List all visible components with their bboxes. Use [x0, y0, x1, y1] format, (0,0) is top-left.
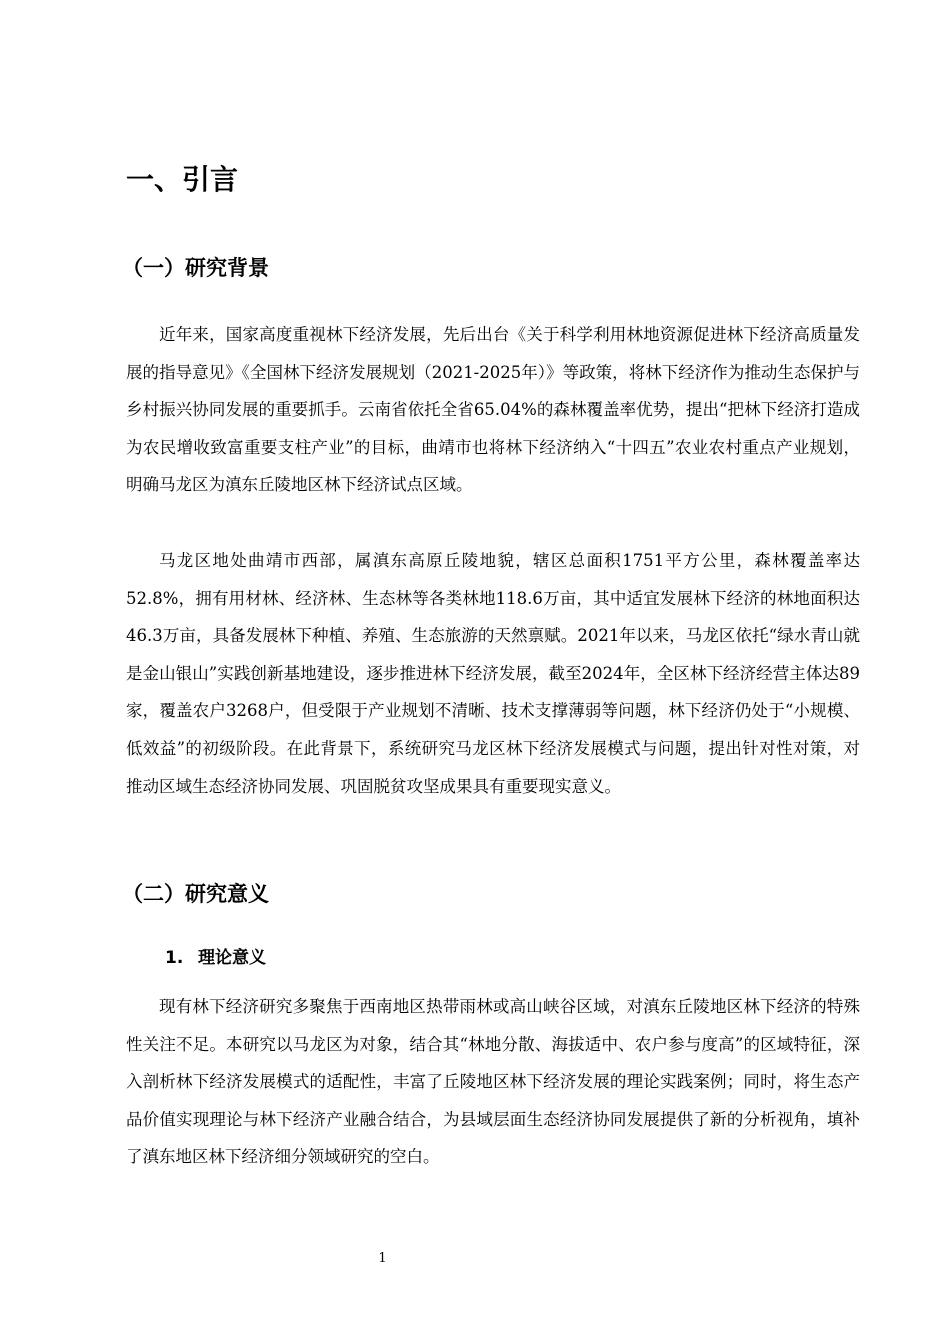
background-paragraph-1: 近年来，国家高度重视林下经济发展，先后出台《关于科学利用林地资源促进林下经济高质量发展的指导意见》《全国林下经济发展规划（2021-2025年）》等政策，将林下经济作为推动生态保护与乡村振兴协同发展的重要抓手。云南省依托全省65.04%的森林覆盖率优势，提出“把林下经济打造成为农民增收致富重要支柱产业”的目标，曲靖市也将林下经济纳入“十四五”农业农村重点产业规划，明确马龙区为滇东丘陵地区林下经济试点区域。	[126, 325, 860, 495]
subsection-number: 1.	[165, 948, 184, 968]
page-number: 1	[378, 1251, 387, 1266]
subsection-heading-theory	[165, 944, 266, 972]
section-heading-significance: （二）研究意义	[122, 882, 269, 906]
theory-paragraph: 现有林下经济研究多聚焦于西南地区热带雨林或高山峡谷区域，对滇东丘陵地区林下经济的特殊性关注不足。本研究以马龙区为对象，结合其“林地分散、海拔适中、农户参与度高”的区域特征，深入剖析林下经济发展模式的适配性，丰富了丘陵地区林下经济发展的理论实践案例；同时，将生态产品价值实现理论与林下经济产业融合结合，为县域层面生态经济协同发展提供了新的分析视角，填补了滇东地区林下经济细分领域研究的空白。	[126, 997, 860, 1167]
section-heading-background: （一）研究背景	[122, 256, 269, 280]
subsection-title: 理论意义	[198, 948, 266, 968]
background-paragraph-2: 马龙区地处曲靖市西部，属滇东高原丘陵地貌，辖区总面积1751平方公里，森林覆盖率达52.8%，拥有用材林、经济林、生态林等各类林地118.6万亩，其中适宜发展林下经济的林地面积达46.3万亩，具备发展林下种植、养殖、生态旅游的天然禀赋。2021年以来，马龙区依托“绿水青山就是金山银山”实践创新基地建设，逐步推进林下经济发展，截至2024年，全区林下经济经营主体达89家，覆盖农户3268户，但受限于产业规划不清晰、技术支撑薄弱等问题，林下经济仍处于“小规模、低效益”的初级阶段。在此背景下，系统研究马龙区林下经济发展模式与问题，提出针对性对策，对推动区域生态经济协同发展、巩固脱贫攻坚成果具有重要现实意义。	[126, 551, 860, 796]
chapter-heading: 一、引言	[126, 163, 239, 196]
